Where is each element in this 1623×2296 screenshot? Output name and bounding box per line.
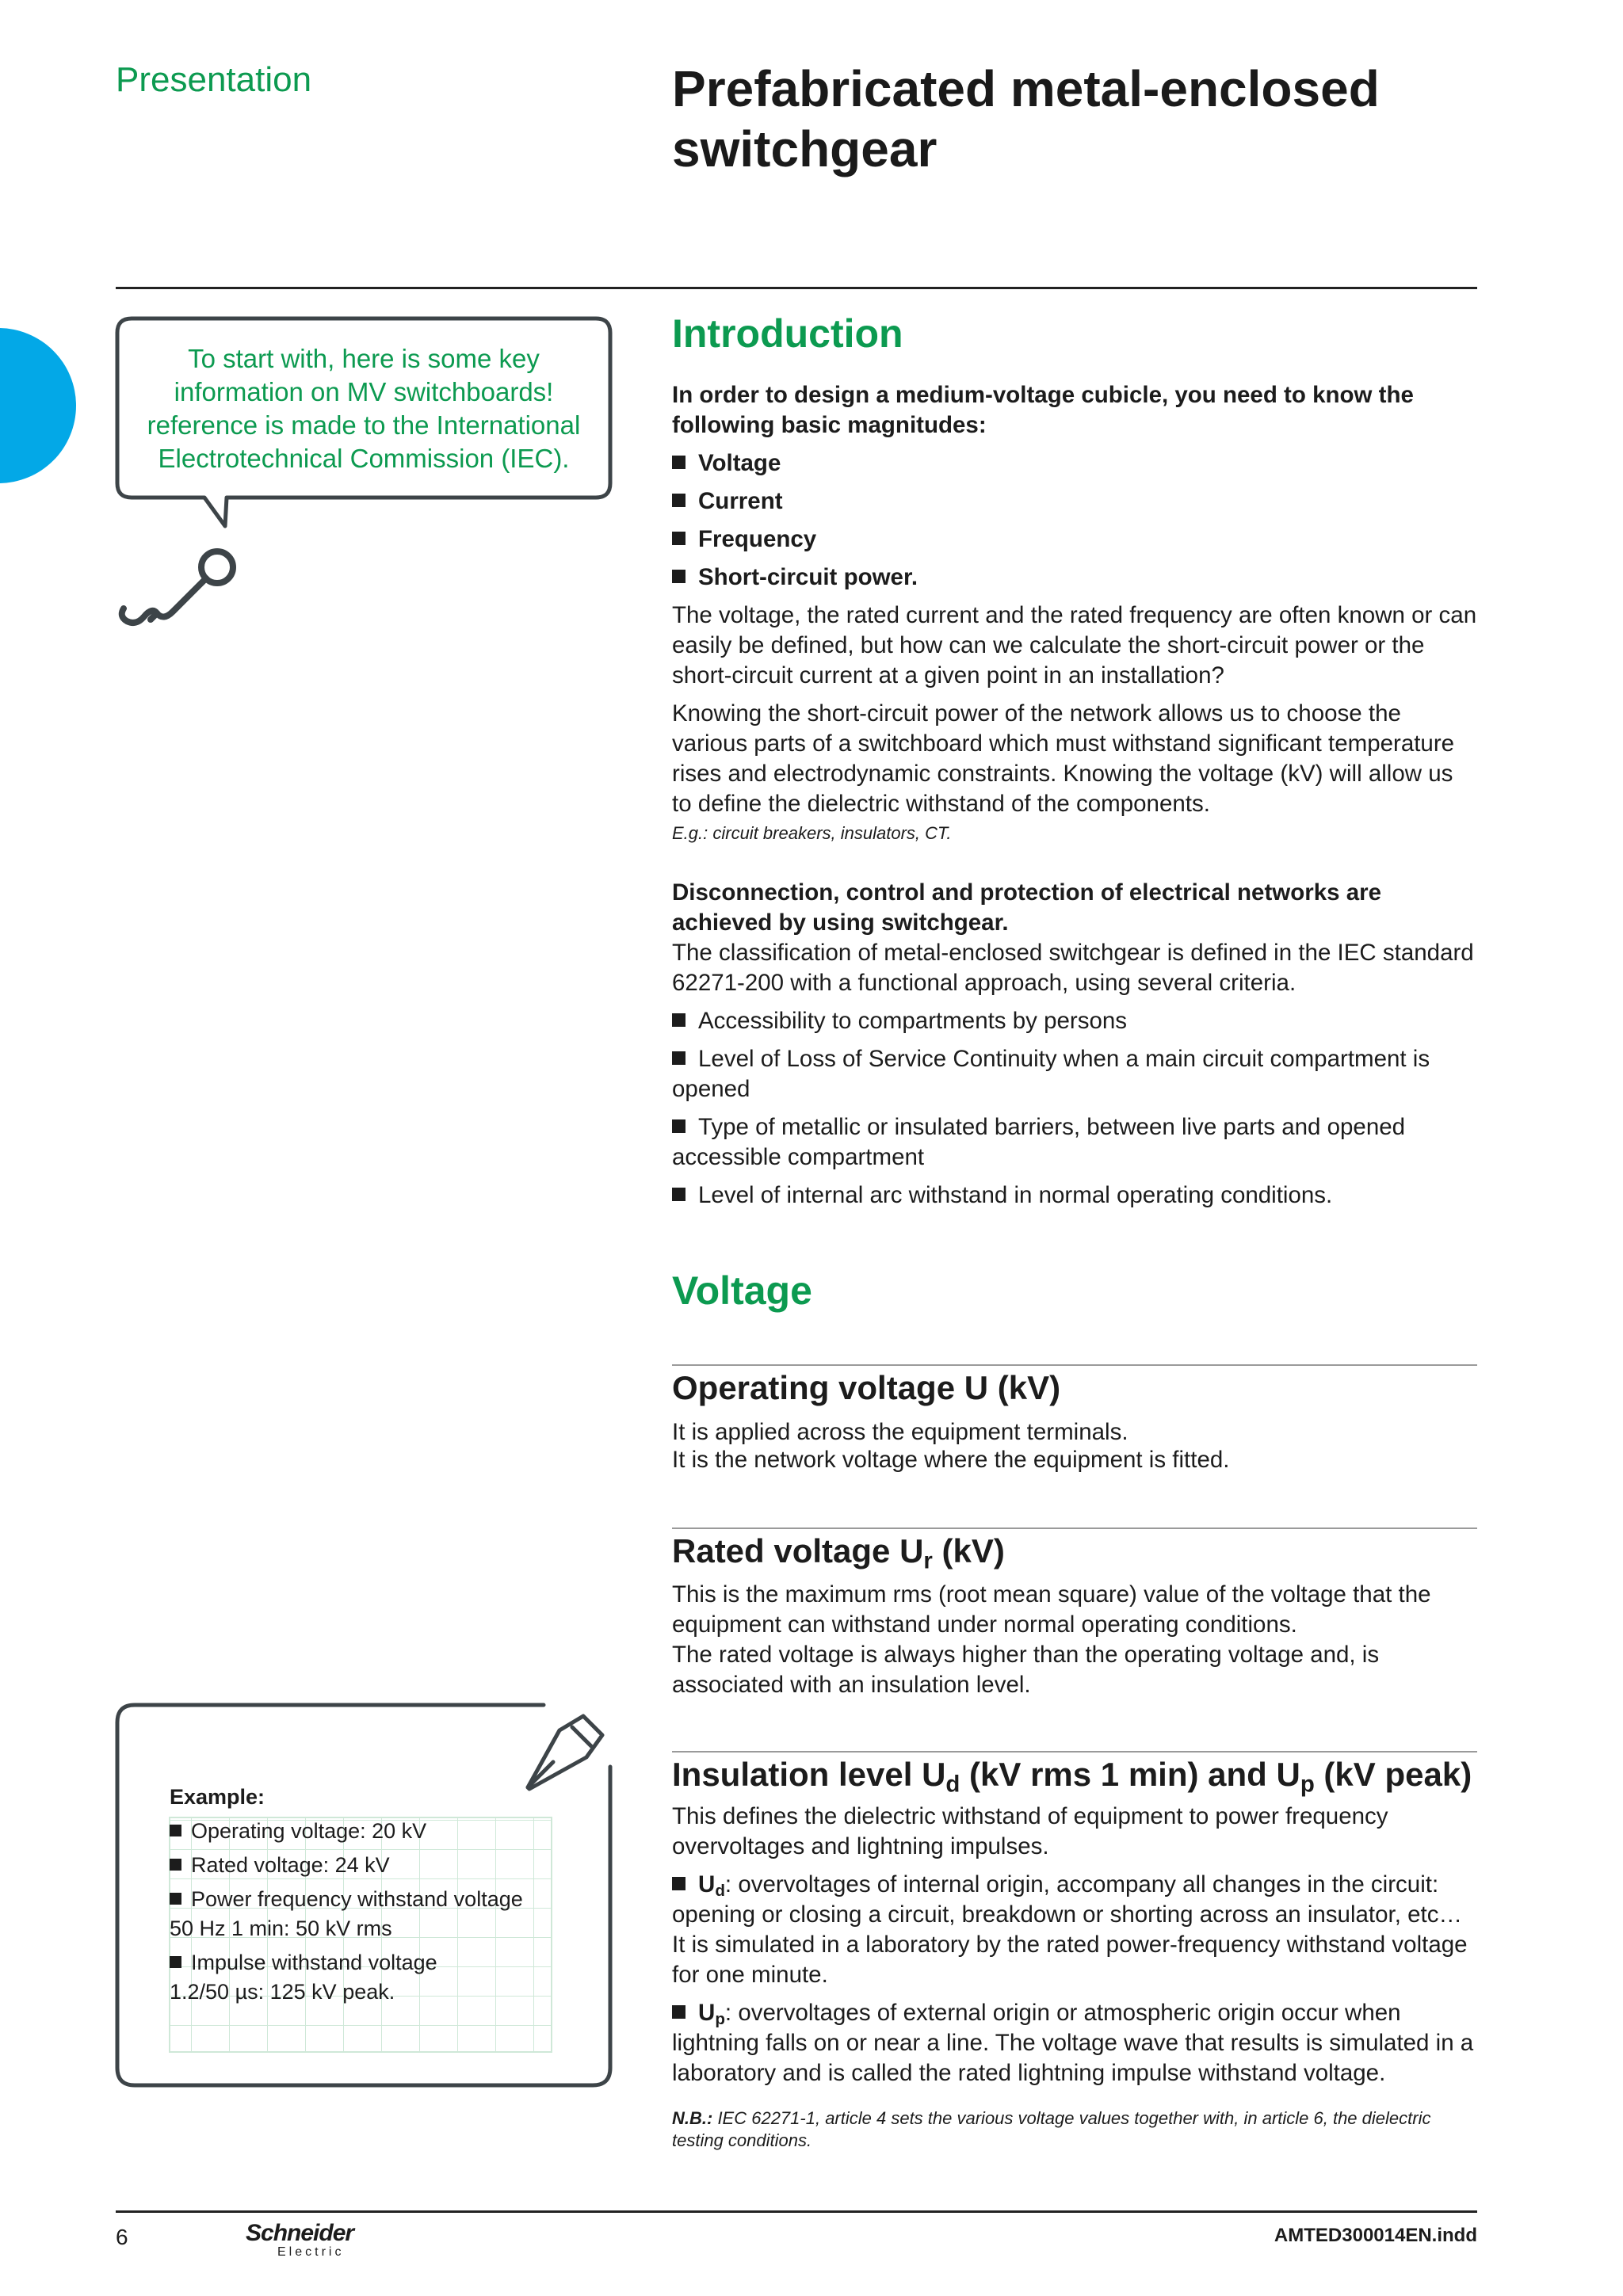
rated-paragraph: This is the maximum rms (root mean square) value of the voltage that the equipment can withstand under normal operating conditions. <box>672 1581 1431 1638</box>
insulation-level-title: Insulation level $U_d$ (kV rms 1 min) and $U_p$ (kV peak) <box>672 1756 1472 1798</box>
example-item: Power frequency withstand voltage 50 Hz 1 min: 50 kV rms <box>170 1887 523 1940</box>
classification-paragraph: The classification of metal-enclosed switchgear is defined in the IEC standard 62271-200 with a functional approach, using several criteria. <box>672 940 1474 996</box>
criteria-item: Accessibility to compartments by persons <box>672 1006 1477 1036</box>
page-title: Prefabricated metal-enclosed switchgear <box>672 60 1380 177</box>
example-item: Rated voltage: 24 kV <box>170 1851 598 1880</box>
insulation-intro: This defines the dielectric withstand of equipment to power frequency overvoltages and lightning impulses. <box>672 1803 1388 1859</box>
operating-voltage-title: Operating voltage U (kV) <box>672 1369 1061 1406</box>
rated-voltage-title: Rated voltage $U_r$ (kV) <box>672 1532 1005 1574</box>
pen-icon <box>528 1716 602 1789</box>
rated-voltage-text <box>672 1580 1477 1700</box>
ud-paragraph-2: It is simulated in a laboratory by the rated power-frequency withstand voltage for one minute. <box>672 1932 1468 1988</box>
bubble-text: To start with, here is some key information on MV switchboards! reference is made to the International Electrotechnical Commission (IEC). <box>147 344 581 473</box>
section-label: Presentation <box>116 60 312 99</box>
rated-paragraph: The rated voltage is always higher than the operating voltage and, is associated with an insulation level. <box>672 1642 1380 1698</box>
criteria-item: Level of internal arc withstand in normal operating conditions. <box>672 1180 1477 1211</box>
intro-paragraph-1: The voltage, the rated current and the rated frequency are often known or can easily be defined, but how can we calculate the short-circuit power or the short-circuit current at a given point in an installation? <box>672 602 1477 688</box>
example-heading: Example: <box>170 1785 265 1809</box>
info-bubble <box>116 317 612 499</box>
divider <box>672 1527 1477 1529</box>
criteria-item: Level of Loss of Service Continuity when a main circuit compartment is opened <box>672 1046 1430 1102</box>
introduction-heading: Introduction <box>672 311 903 356</box>
up-paragraph: $U_p$: overvoltages of external origin or atmospheric origin occur when lightning falls on or near a line. The voltage wave that results is simulated in a laboratory and is called the rated lightning impulse withstand voltage. <box>672 2000 1474 2086</box>
intro-paragraph-2: Knowing the short-circuit power of the network allows us to choose the various parts of a switchboard which must withstand significant temperature rises and electrodynamic constraints. Knowing the voltage (kV) will allow us to define the dielectric withstand of the components. <box>672 700 1455 817</box>
brand-logo <box>246 2222 353 2260</box>
example-item: Impulse withstand voltage 1.2/50 µs: 125 kV peak. <box>170 1951 437 2004</box>
blue-tab-marker <box>0 328 76 483</box>
header-divider <box>116 287 1477 289</box>
introduction-lead: In order to design a medium-voltage cubicle, you need to know the following basic magnitudes: <box>672 382 1414 438</box>
page-number: 6 <box>116 2225 128 2249</box>
intro-example-note: E.g.: circuit breakers, insulators, CT. <box>672 823 952 843</box>
magnitude-item: Short-circuit power. <box>672 563 1477 593</box>
introduction-block <box>672 380 1477 1211</box>
divider <box>672 1751 1477 1753</box>
magnitude-item: Frequency <box>672 524 1477 555</box>
operating-voltage-text <box>672 1418 1477 1474</box>
example-content <box>170 1783 598 2007</box>
ud-paragraph: $U_d$: overvoltages of internal origin, accompany all changes in the circuit: opening or closing a circuit, breakdown or shorting across an insulator, etc… <box>672 1871 1462 1928</box>
voltage-heading: Voltage <box>672 1268 812 1313</box>
brand-subtitle: Electric <box>277 2245 345 2259</box>
example-box <box>116 1703 612 2087</box>
magnitudes-list <box>672 448 1477 593</box>
magnitude-item: Current <box>672 486 1477 517</box>
example-item: Operating voltage: 20 kV <box>170 1817 598 1846</box>
divider <box>672 1364 1477 1366</box>
footer-divider <box>116 2210 1477 2213</box>
switchgear-lead: Disconnection, control and protection of electrical networks are achieved by using switchgear. <box>672 879 1382 936</box>
magnitude-item: Voltage <box>672 448 1477 479</box>
criteria-list <box>672 1006 1477 1211</box>
operating-line: It is the network voltage where the equipment is fitted. <box>672 1447 1230 1473</box>
criteria-item: Type of metallic or insulated barriers, between live parts and opened accessible compartment <box>672 1114 1406 1170</box>
file-name: AMTED300014EN.indd <box>1274 2225 1477 2246</box>
operating-line: It is applied across the equipment terminals. <box>672 1419 1128 1445</box>
brand-name: Schneider <box>246 2220 354 2246</box>
insulation-level-text <box>672 1802 1477 2152</box>
wrench-icon <box>116 543 242 643</box>
nb-note: N.B.: IEC 62271-1, article 4 sets the various voltage values together with, in article 6, the dielectric testing conditions. <box>672 2108 1431 2150</box>
